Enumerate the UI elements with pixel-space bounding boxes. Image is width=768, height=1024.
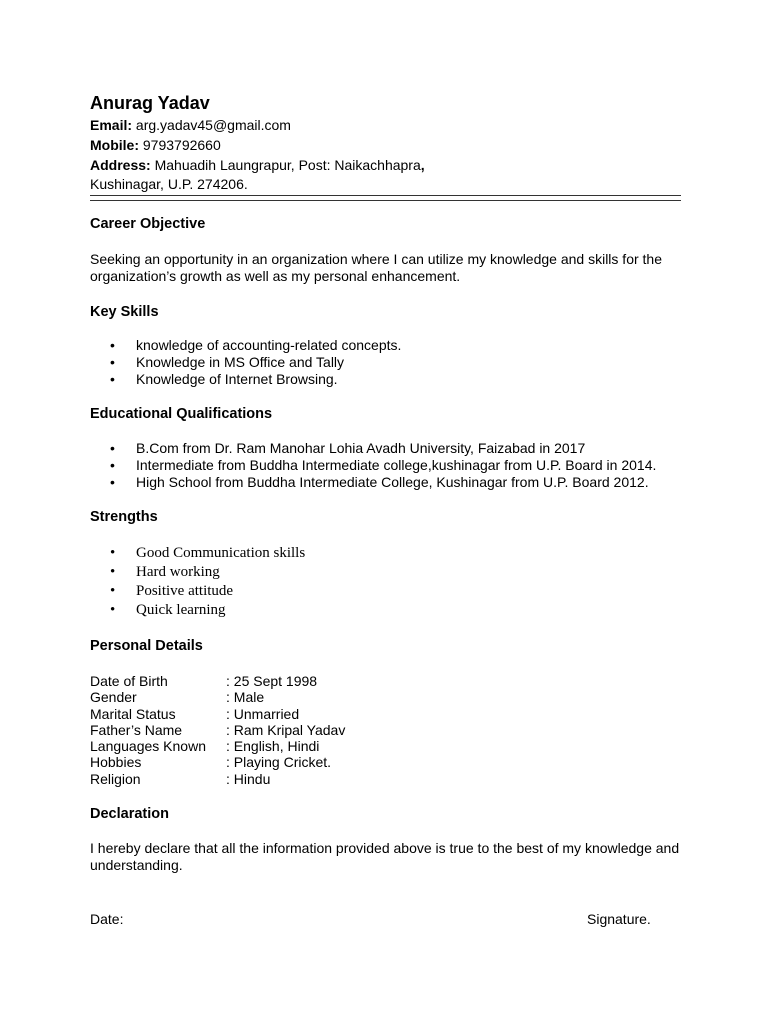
detail-key: Date of Birth (90, 673, 168, 689)
address-line (90, 156, 425, 174)
mobile-label: Mobile: (90, 137, 139, 153)
list-item: • Good Communication skills (110, 544, 305, 563)
key-skills-list (110, 337, 401, 388)
detail-key: Marital Status (90, 705, 176, 722)
candidate-name: Anurag Yadav (90, 93, 210, 113)
detail-value: : Unmarried (226, 705, 300, 722)
declaration-text: I hereby declare that all the information provided above is true to the best of my knowledge and understanding. (90, 840, 680, 873)
detail-key: Gender (90, 689, 137, 706)
education-heading: Educational Qualifications (90, 406, 273, 422)
declaration-heading: Declaration (90, 806, 169, 822)
list-item: • Knowledge of Internet Browsing. (110, 371, 401, 388)
address-value: Mahuadih Laungrapur, Post: Naikachhapra (154, 157, 421, 173)
list-item: • Knowledge in MS Office and Tally (110, 354, 401, 371)
detail-value: : Ram Kripal Yadav (226, 721, 346, 738)
date-label: Date: (90, 911, 124, 927)
detail-key: Religion (90, 770, 141, 787)
detail-value: : 25 Sept 1998 (226, 673, 318, 689)
career-objective-text: Seeking an opportunity in an organization where I can utilize my knowledge and skills for the organization’s growth as well as my personal enhancement. (90, 251, 662, 284)
list-item: • Quick learning (110, 601, 305, 620)
education-list (110, 440, 656, 491)
email-value: arg.yadav45@gmail.com (135, 117, 291, 133)
list-item: • Intermediate from Buddha Intermediate college,kushinagar from U.P. Board in 2014. (110, 457, 656, 474)
list-item: • High School from Buddha Intermediate College, Kushinagar from U.P. Board 2012. (110, 474, 656, 491)
email-label: Email: (90, 117, 133, 133)
strengths-list (110, 544, 305, 620)
list-item: • B.Com from Dr. Ram Manohar Lohia Avadh University, Faizabad in 2017 (110, 440, 656, 457)
detail-key: Languages Known (90, 738, 206, 755)
detail-value: : English, Hindi (226, 738, 320, 755)
detail-key: Father’s Name (90, 721, 183, 738)
address-label: Address: (90, 157, 151, 173)
list-item: • Positive attitude (110, 582, 305, 601)
detail-value: : Playing Cricket. (226, 754, 332, 771)
list-item: • Hard working (110, 563, 305, 582)
address-line-2: Kushinagar, U.P. 274206. (90, 176, 248, 192)
list-item: • knowledge of accounting-related concepts. (110, 337, 401, 354)
detail-value: : Male (226, 689, 265, 706)
key-skills-heading: Key Skills (90, 304, 159, 320)
address-comma: , (420, 157, 425, 173)
signature-label: Signature. (587, 911, 651, 927)
detail-value: : Hindu (226, 770, 271, 787)
mobile-value: 9793792660 (142, 137, 221, 153)
header-divider (90, 195, 681, 201)
career-objective-heading: Career Objective (90, 216, 206, 232)
email-line (90, 116, 291, 134)
personal-details-heading: Personal Details (90, 638, 203, 654)
detail-key: Hobbies (90, 754, 142, 771)
strengths-heading: Strengths (90, 509, 158, 525)
mobile-line (90, 136, 221, 154)
